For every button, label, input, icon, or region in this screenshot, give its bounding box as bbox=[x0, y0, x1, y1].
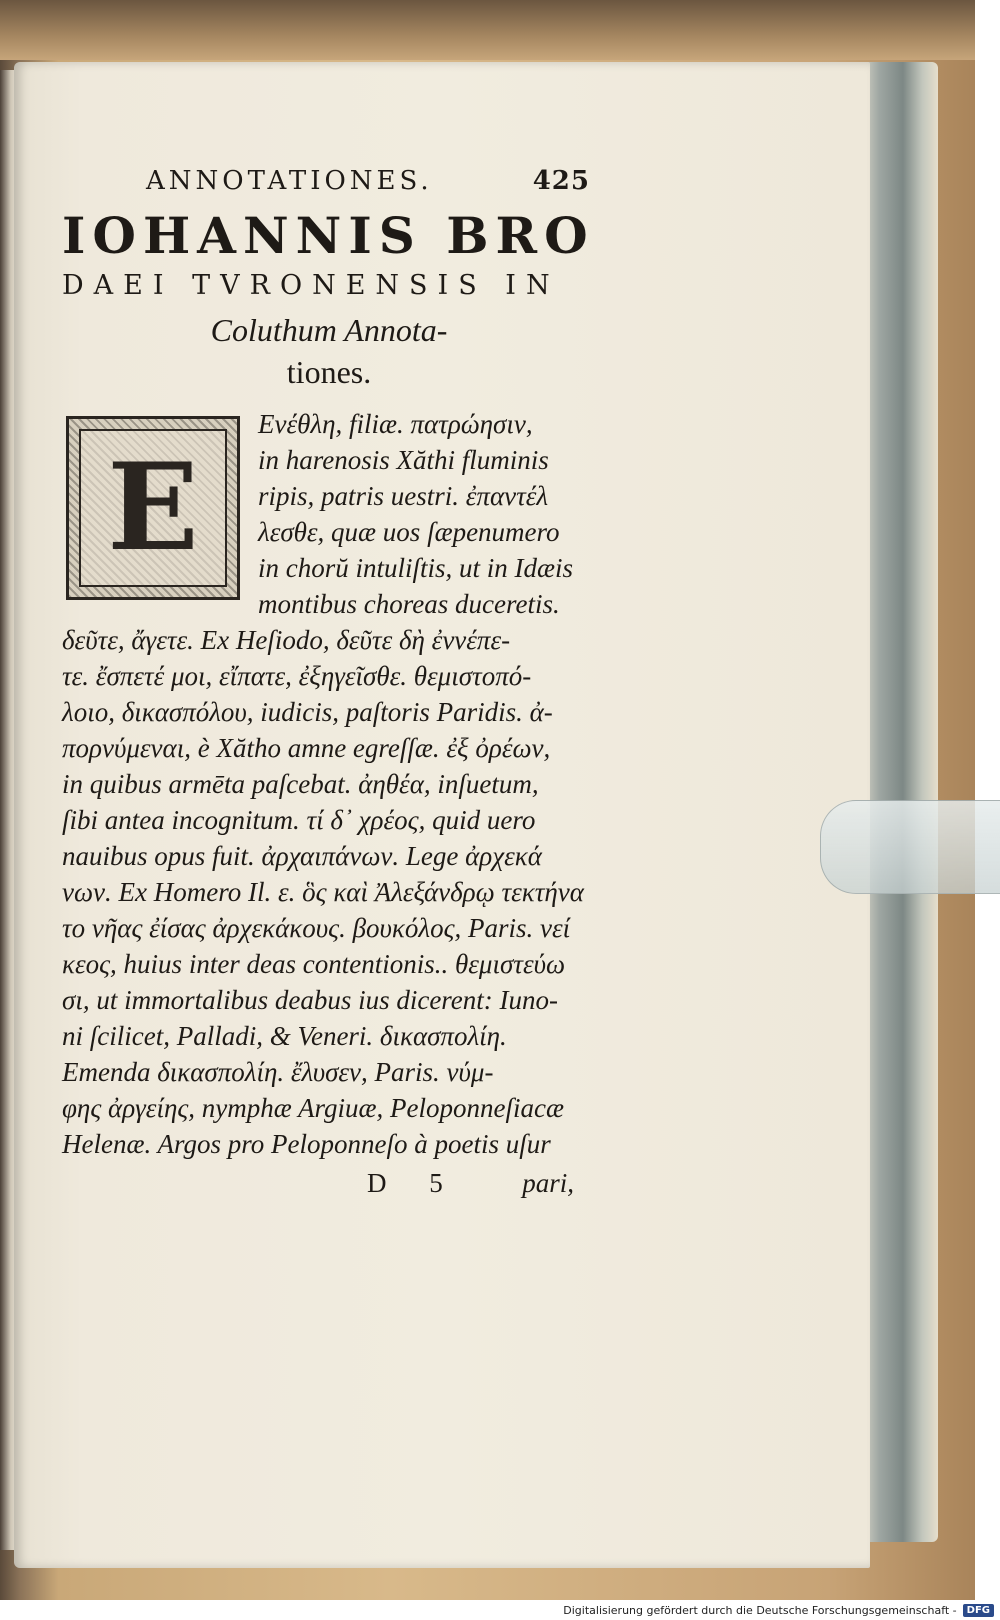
text-line: in chorŭ intuliſtis, ut in Idæis bbox=[258, 553, 574, 583]
text-line: in quibus armēta paſcebat. ἀηθέα, inſuetum, bbox=[62, 769, 539, 799]
text-block bbox=[62, 160, 596, 1204]
text-line: τε. ἔσπετέ μοι, εἴπατε, ἐξηγεῖσθε. θεμιστοπό- bbox=[62, 661, 532, 691]
text-line: Ενέθλη, filiæ. πατρώησιν, bbox=[258, 409, 533, 439]
digitization-credit: Digitalisierung gefördert durch die Deutsche Forschungsgemeinschaft - bbox=[563, 1603, 957, 1617]
title-line-4: tiones. bbox=[286, 354, 372, 390]
text-line: νων. Ex Homero Il. ε. ὃς καὶ Ἀλεξάνδρῳ τεκτήνα bbox=[62, 877, 584, 907]
title-line-2: DAEI TVRONENSIS IN bbox=[62, 270, 560, 301]
text-line: πορνύμεναι, è Xăthο amne egreſſæ. ἐξ ὀρέων, bbox=[62, 733, 551, 763]
text-line: σι, ut immortalibus deabus ius dicerent: Iuno- bbox=[62, 985, 559, 1015]
page-clip bbox=[820, 800, 1000, 894]
catchword: pari, bbox=[522, 1168, 574, 1198]
text-line: το νῆας ἐίσας ἀρχεκάκους. βουκόλος, Paris. νεί bbox=[62, 913, 571, 943]
initial-letter: E bbox=[107, 437, 199, 578]
text-line: ſibi antea incognitum. τί δ᾽ χρέος, quid uero bbox=[62, 805, 536, 835]
decorated-initial bbox=[66, 416, 240, 600]
page-number: 425 bbox=[532, 166, 590, 196]
text-line: λεσθε, quæ uos ſæpenumero bbox=[258, 517, 560, 547]
book-cover-top bbox=[0, 0, 975, 60]
title-line-3: Coluthum Annota- bbox=[210, 312, 448, 348]
body-text bbox=[62, 406, 596, 1204]
initial-frame bbox=[79, 429, 227, 587]
text-line: ni ſcilicet, Palladi, & Veneri. δικασπολίη. bbox=[62, 1021, 507, 1051]
text-line: in harenosis Xăthi fluminis bbox=[258, 445, 549, 475]
text-line: montibus choreas duceretis. bbox=[258, 589, 560, 619]
text-line: Emenda δικασπολίη. ἔλυσεν, Paris. νύμ- bbox=[62, 1057, 494, 1087]
running-head bbox=[62, 160, 596, 200]
dfg-logo: DFG bbox=[963, 1604, 994, 1617]
text-line: Helenæ. Argos pro Peloponneſo à poetis uſur bbox=[62, 1129, 551, 1159]
text-line: ripis, patris uestri. ἐπαντέλ bbox=[258, 481, 549, 511]
text-line: nauibus opus fuit. ἀρχαιπάνων. Lege ἀρχεκά bbox=[62, 841, 542, 871]
running-head-title: ANNOTATIONES. bbox=[146, 166, 433, 196]
text-line: κεος, huius inter deas contentionis.. θεμιστεύω bbox=[62, 949, 566, 979]
title-line-1: IOHANNIS BRO bbox=[62, 206, 595, 265]
text-line: λοιο, δικασπόλου, iudicis, paſtoris Paridis. ἀ- bbox=[62, 697, 553, 727]
digitization-credit-bar bbox=[0, 1600, 1000, 1620]
page-footer-line bbox=[62, 1168, 596, 1204]
text-line: δεῦτε, ἄγετε. Ex Heſiodo, δεῦτε δὴ ἐννέπε- bbox=[62, 625, 511, 655]
text-line: φης ἀργείης, nymphæ Argiuæ, Peloponneſiacæ bbox=[62, 1093, 565, 1123]
signature-mark: D 5 bbox=[367, 1168, 461, 1198]
